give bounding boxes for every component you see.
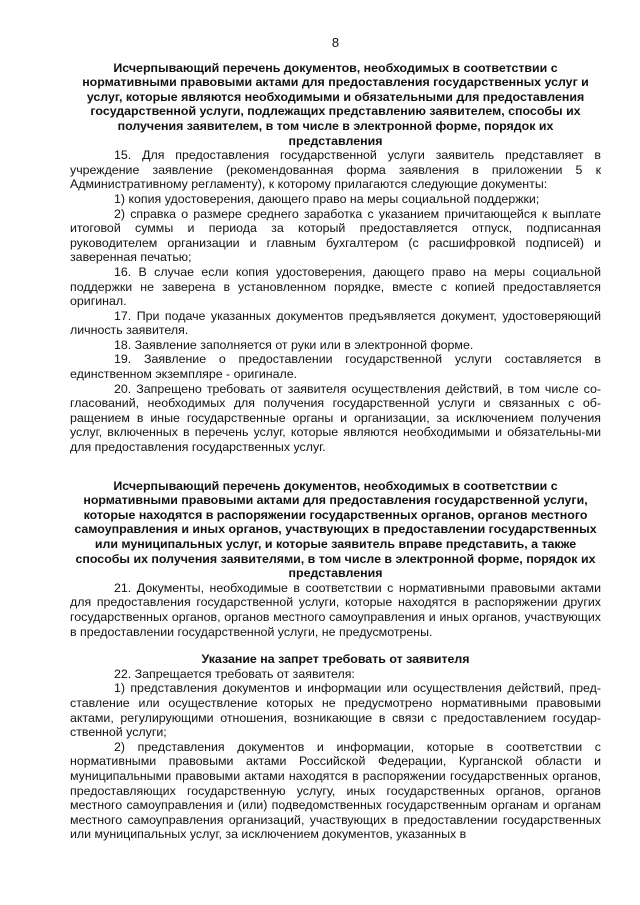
paragraph-17: 17. При подаче указанных документов предъявляется документ, удостоверяющий личность заявителя. <box>70 308 601 338</box>
section-prohibition <box>70 652 601 842</box>
paragraph-15-item-2: 2) справка о размере среднего заработка с указанием причитающейся к выплате итоговой суммы и периода за который предоставляется отпуск, подписанная руководителем организации и главным бухгалтером (с расшифровкой подписей) и заверенная печатью; <box>70 206 601 265</box>
section-heading: Указание на запрет требовать от заявителя <box>201 652 470 667</box>
paragraph-19: 19. Заявление о предоставлении государственной услуги составляется в единственном экземпляре - оригинале. <box>70 352 601 382</box>
section-heading: Исчерпывающий перечень документов, необходимых в соответствии с нормативными правовыми актами для предоставления государственной услуги, которые находятся в распоряжении государственных органов, органов местного самоуправления и иных органов, участвующих в предоставлении государственных или муниципальных услуг, и которые заявитель вправе представить, а также способы их получения заявителями, в том числе в электронной форме, порядок их представления <box>74 478 597 581</box>
document-page <box>70 36 601 842</box>
paragraph-22-item-1: 1) представления документов и информации или осуществления действий, пред-ставление или осуществление которых не предусмотрено нормативными правовыми актами, регулирующими отношения, возникающие в связи с предоставлением государ-ственной услуги; <box>70 681 601 740</box>
paragraph-15: 15. Для предоставления государственной услуги заявитель представляет в учреждение заявление (рекомендованная форма заявления в приложении 5 к Административному регламенту), к которому прилагаются следующие документы: <box>70 148 601 192</box>
section-gap <box>70 455 601 479</box>
section-gap <box>70 639 601 652</box>
paragraph-22-item-2: 2) представления документов и информации, которые в соответствии с нормативными правовыми актами Российской Федерации, Курганской области и муниципальными правовыми актами находятся в распоряжении государственных органов, предоставляющих государственную услугу, иных государственных органов, органов местного самоуправления и (или) подведомственных государственным органам и органам местного самоуправления организаций, участвующих в предоставлении государственных или муниципальных услуг, за исключением документов, указанных в <box>70 739 601 842</box>
paragraph-15-item-1: 1) копия удостоверения, дающего право на меры социальной поддержки; <box>114 191 540 206</box>
paragraph-20: 20. Запрещено требовать от заявителя осуществления действий, в том числе со-гласований, необходимых для получения государственной услуги и связанных с об-ращением в иные государственные органы и организации, за исключением получения услуг, включенных в перечень услуг, которые являются необходимыми и обязательны-ми для предоставления государственных услуг. <box>70 381 601 455</box>
paragraph-18: 18. Заявление заполняется от руки или в электронной форме. <box>114 337 474 352</box>
section-heading: Исчерпывающий перечень документов, необходимых в соответствии с нормативными правовыми актами для предоставления государственных услуг и услуг, которые являются необходимыми и обязательными для предоставления государственной услуги, подлежащих представлению заявителем, способы их получения заявителем, в том числе в электронной форме, порядок их представления <box>82 60 589 148</box>
paragraph-16: 16. В случае если копия удостоверения, дающего право на меры социальной поддержки не заверена в установленном порядке, вместе с копией предоставляется оригинал. <box>70 264 601 309</box>
section-required-documents <box>70 61 601 455</box>
section-other-agency-documents <box>70 479 601 640</box>
paragraph-22: 22. Запрещается требовать от заявителя: <box>114 666 355 681</box>
paragraph-21: 21. Документы, необходимые в соответствии с нормативными правовыми актами для предоставления государственной услуги, которые находятся в распоряжении других государственных органов, органов местного самоуправления и иных органов, участвующих в предоставлении государственной услуги, не предусмотрены. <box>70 580 601 639</box>
page-number: 8 <box>331 35 340 50</box>
